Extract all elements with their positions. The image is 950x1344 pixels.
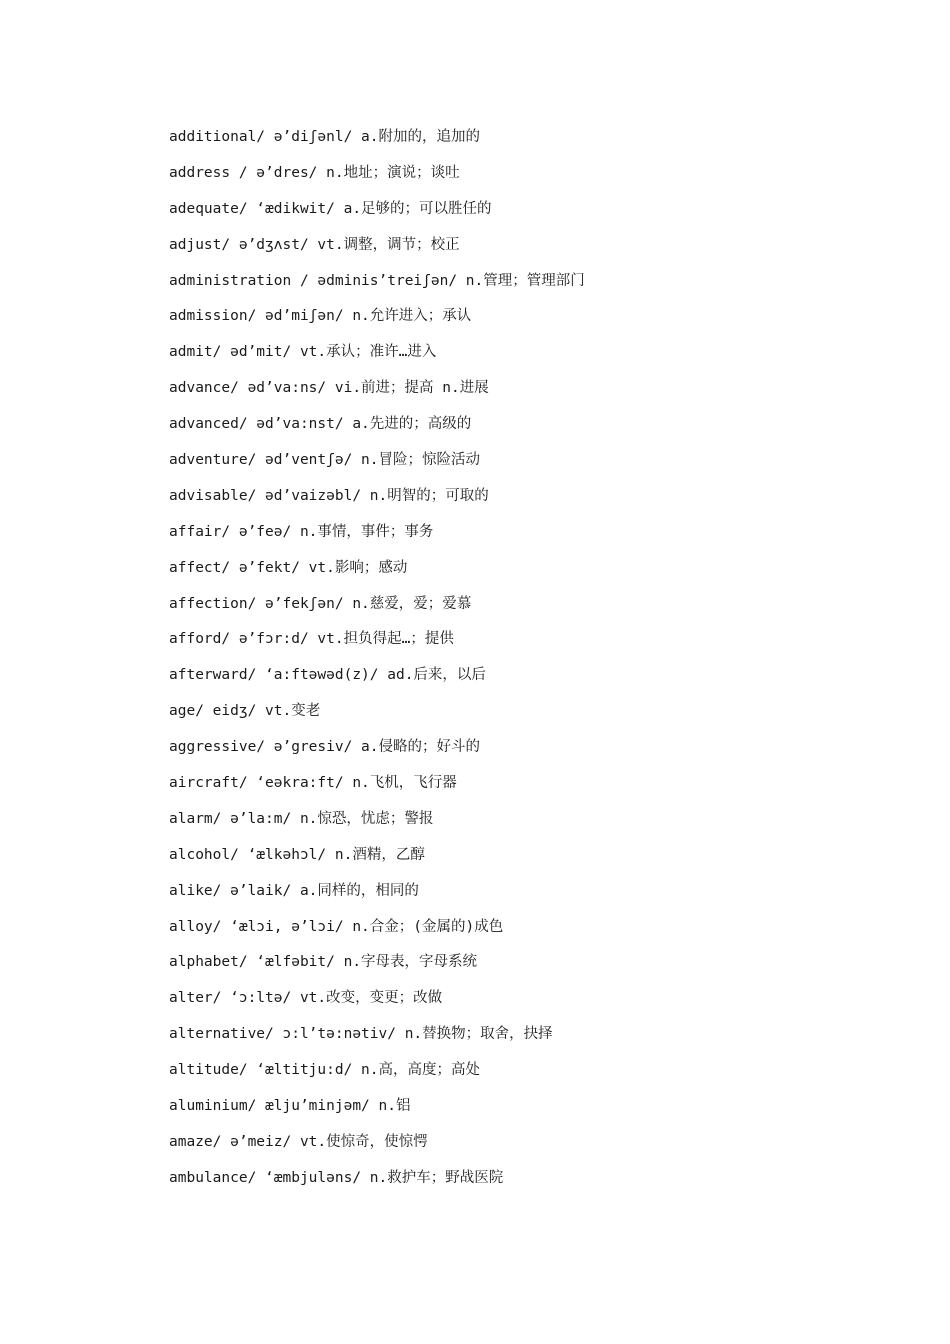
vocabulary-entry: advisable/ əd’vaizəbl/ n.明智的；可取的 bbox=[169, 487, 489, 504]
vocabulary-entry: aircraft/ ‘eəkra:ft/ n.飞机，飞行器 bbox=[169, 775, 457, 792]
vocabulary-entry: alarm/ ə’la:m/ n.惊恐，忧虑；警报 bbox=[169, 810, 434, 827]
vocabulary-entry: additional/ ə’diʃənl/ a.附加的，追加的 bbox=[169, 129, 481, 145]
vocabulary-entry: adventure/ əd’ventʃə/ n.冒险；惊险活动 bbox=[169, 452, 481, 469]
vocabulary-entry: alphabet/ ‘ælfəbit/ n.字母表，字母系统 bbox=[169, 954, 478, 971]
vocabulary-entry: afterward/ ‘a:ftəwəd(z)/ ad.后来，以后 bbox=[169, 667, 486, 684]
vocabulary-entry: alike/ ə’laik/ a.同样的，相同的 bbox=[169, 882, 419, 899]
vocabulary-entry: alcohol/ ‘ælkəhɔl/ n.酒精，乙醇 bbox=[169, 846, 425, 863]
vocabulary-entry: administration / ədminis’treiʃən/ n.管理；管理部门 bbox=[169, 272, 585, 289]
vocabulary-entry: altitude/ ‘æltitju:d/ n.高，高度；高处 bbox=[169, 1062, 481, 1079]
vocabulary-entry: affect/ ə’fekt/ vt.影响；感动 bbox=[169, 559, 408, 576]
vocabulary-entry: address / ə’dres/ n.地址；演说；谈吐 bbox=[169, 164, 460, 181]
vocabulary-entry: afford/ ə’fɔr:d/ vt.担负得起…；提供 bbox=[169, 631, 454, 648]
vocabulary-entry: admission/ əd’miʃən/ n.允许进入；承认 bbox=[169, 308, 472, 325]
vocabulary-entry: admit/ əd’mit/ vt.承认；准许…进入 bbox=[169, 344, 437, 361]
vocabulary-entry: alternative/ ɔ:l’tə:nətiv/ n.替换物；取舍，抉择 bbox=[169, 1026, 553, 1043]
vocabulary-entry: age/ eidʒ/ vt.变老 bbox=[169, 703, 321, 720]
vocabulary-entry: affair/ ə’feə/ n.事情，事件；事务 bbox=[169, 523, 434, 540]
vocabulary-entry: ambulance/ ‘æmbjuləns/ n.救护车；野战医院 bbox=[169, 1169, 504, 1186]
vocabulary-entry: advance/ əd’va:ns/ vi.前进；提高 n.进展 bbox=[169, 380, 489, 397]
vocabulary-entry: aggressive/ ə’gresiv/ a.侵略的；好斗的 bbox=[169, 739, 481, 756]
vocabulary-entry: amaze/ ə’meiz/ vt.使惊奇，使惊愕 bbox=[169, 1133, 428, 1150]
vocabulary-list bbox=[169, 125, 889, 1202]
vocabulary-entry: alter/ ‘ɔ:ltə/ vt.改变，变更；改做 bbox=[169, 990, 443, 1007]
vocabulary-entry: adjust/ ə’dʒʌst/ vt.调整，调节；校正 bbox=[169, 236, 460, 253]
vocabulary-entry: advanced/ əd’va:nst/ a.先进的；高级的 bbox=[169, 416, 472, 433]
vocabulary-entry: affection/ ə’fekʃən/ n.慈爱，爱；爱慕 bbox=[169, 595, 472, 612]
vocabulary-entry: aluminium/ ælju’minjəm/ n.铝 bbox=[169, 1098, 411, 1115]
vocabulary-entry: alloy/ ‘ælɔi, ə’lɔi/ n.合金；(金属的)成色 bbox=[169, 918, 504, 935]
vocabulary-entry: adequate/ ‘ædikwit/ a.足够的；可以胜任的 bbox=[169, 200, 492, 217]
